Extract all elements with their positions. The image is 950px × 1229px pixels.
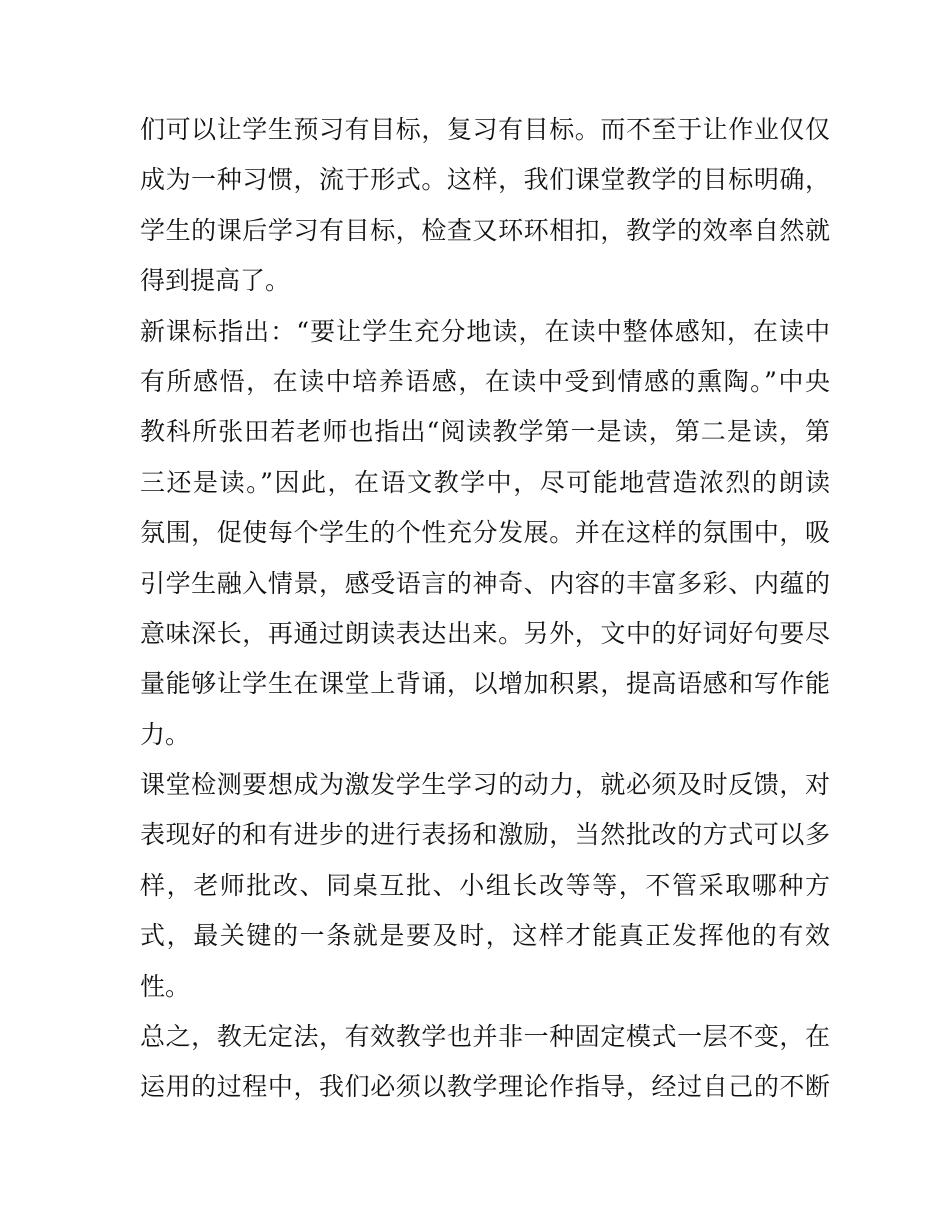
text-line: 引学生融入情景，感受语言的神奇、内容的丰富多彩、内蕴的 bbox=[140, 568, 830, 598]
text-line: 式，最关键的一条就是要及时，这样才能真正发挥他的有效 bbox=[140, 921, 830, 951]
paragraph-4 bbox=[140, 1012, 830, 1113]
text-line: 意味深长，再通过朗读表达出来。另外，文中的好词好句要尽 bbox=[140, 618, 830, 648]
text-line: 课堂检测要想成为激发学生学习的动力，就必须及时反馈，对 bbox=[140, 770, 830, 800]
text-line: 有所感悟，在读中培养语感，在读中受到情感的熏陶。”中央 bbox=[140, 366, 830, 396]
text-line: 教科所张田若老师也指出“阅读教学第一是读，第二是读，第 bbox=[140, 417, 830, 447]
text-line: 量能够让学生在课堂上背诵，以增加积累，提高语感和写作能 bbox=[140, 669, 830, 699]
paragraph-3 bbox=[140, 760, 830, 1012]
text-line: 运用的过程中，我们必须以教学理论作指导，经过自己的不断 bbox=[140, 1072, 830, 1102]
text-line: 总之，教无定法，有效教学也并非一种固定模式一层不变，在 bbox=[140, 1022, 830, 1052]
text-line: 得到提高了。 bbox=[140, 266, 291, 296]
text-line: 学生的课后学习有目标，检查又环环相扣，教学的效率自然就 bbox=[140, 215, 830, 245]
document-body bbox=[140, 105, 830, 1113]
text-line: 成为一种习惯，流于形式。这样，我们课堂教学的目标明确， bbox=[140, 165, 830, 195]
text-line: 新课标指出：“要让学生充分地读，在读中整体感知，在读中 bbox=[140, 316, 830, 346]
text-line: 表现好的和有进步的进行表扬和激励，当然批改的方式可以多 bbox=[140, 820, 830, 850]
text-line: 性。 bbox=[140, 971, 191, 1001]
paragraph-2 bbox=[140, 307, 830, 761]
text-line: 样，老师批改、同桌互批、小组长改等等，不管采取哪种方 bbox=[140, 870, 830, 900]
text-line: 力。 bbox=[140, 719, 191, 749]
paragraph-1 bbox=[140, 105, 830, 307]
text-line: 三还是读。”因此，在语文教学中，尽可能地营造浓烈的朗读 bbox=[140, 467, 830, 497]
text-line: 们可以让学生预习有目标，复习有目标。而不至于让作业仅仅 bbox=[140, 115, 830, 144]
text-line: 氛围，促使每个学生的个性充分发展。并在这样的氛围中，吸 bbox=[140, 518, 830, 548]
